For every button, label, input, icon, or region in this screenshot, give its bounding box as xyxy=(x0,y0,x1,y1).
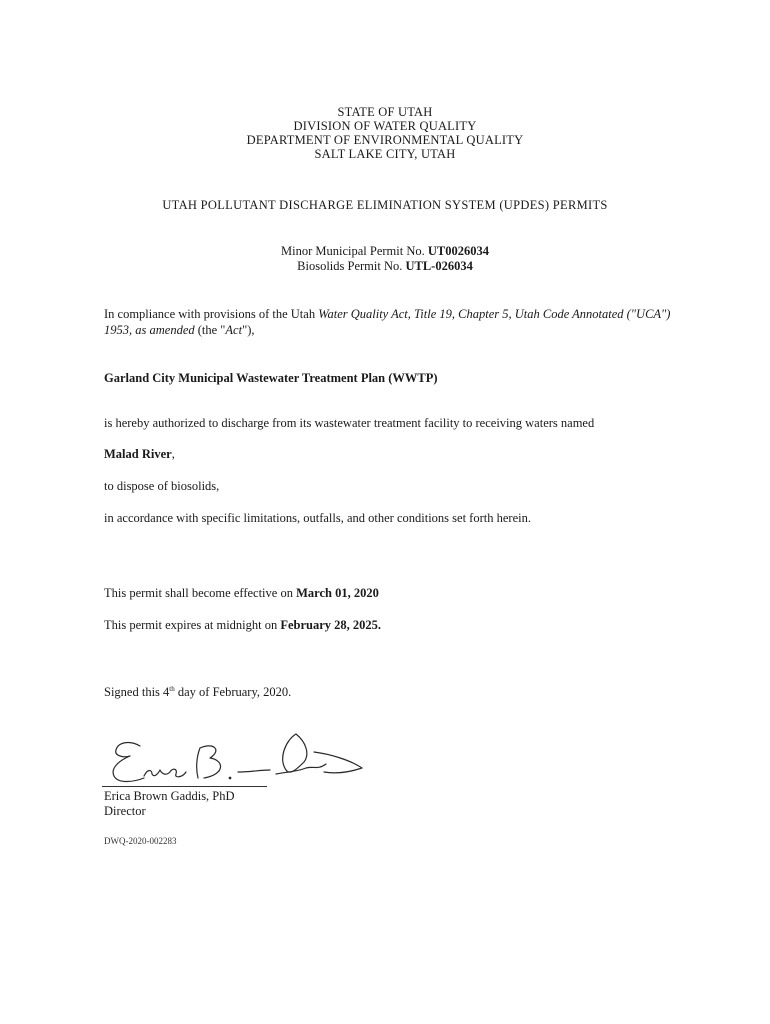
biosolids-line: to dispose of biosolids, xyxy=(104,479,220,493)
biosolids-permit-label: Biosolids Permit No. xyxy=(297,259,406,273)
receiving-water xyxy=(104,446,674,462)
receiving-water-name: Malad River xyxy=(104,447,172,461)
effective-date-line xyxy=(104,585,674,601)
header-line-state: STATE OF UTAH xyxy=(337,105,433,119)
header-line-city: SALT LAKE CITY, UTAH xyxy=(314,147,456,161)
effective-date: March 01, 2020 xyxy=(296,586,379,600)
accordance-line: in accordance with specific limitations, outfalls, and other conditions set forth herein. xyxy=(104,511,531,525)
biosolids-permit xyxy=(0,259,770,274)
ordinal-suffix: th xyxy=(169,685,175,693)
minor-municipal-permit xyxy=(0,244,770,259)
header-line-division: DIVISION OF WATER QUALITY xyxy=(293,119,477,133)
document-id: DWQ-2020-002283 xyxy=(104,836,177,846)
biosolids-permit-number: UTL-026034 xyxy=(405,259,473,273)
effective-prefix: This permit shall become effective on xyxy=(104,586,297,600)
act-short-name: Act xyxy=(225,323,243,337)
signed-prefix: Signed this 4 xyxy=(104,685,170,700)
facility-name xyxy=(104,370,674,386)
signatory-block xyxy=(104,789,674,819)
signed-date-line xyxy=(104,681,674,700)
minor-permit-label: Minor Municipal Permit No. xyxy=(281,244,428,258)
expires-prefix: This permit expires at midnight on xyxy=(104,618,281,632)
compliance-middle: (the " xyxy=(194,323,226,337)
act-citation: Water Quality Act, Title 19, Chapter 5, Utah Code Annotated ("UCA") 1953, as amended xyxy=(104,307,671,337)
compliance-suffix: "), xyxy=(242,323,255,337)
signatory-name: Erica Brown Gaddis, PhD xyxy=(104,789,235,803)
signed-suffix: day of February, 2020. xyxy=(174,685,292,700)
signature-line xyxy=(102,786,267,787)
facility-name-text: Garland City Municipal Wastewater Treatment Plan (WWTP) xyxy=(104,371,438,385)
compliance-statement xyxy=(104,306,674,338)
agency-header xyxy=(0,105,770,161)
minor-permit-number: UT0026034 xyxy=(427,244,489,258)
expiration-date-line xyxy=(104,617,674,633)
receiving-water-suffix: , xyxy=(171,447,175,461)
header-line-department: DEPARTMENT OF ENVIRONMENTAL QUALITY xyxy=(246,133,524,147)
system-title: UTAH POLLUTANT DISCHARGE ELIMINATION SYSTEM (UPDES) PERMITS xyxy=(162,198,608,212)
expiration-date: February 28, 2025. xyxy=(280,618,382,632)
authorization-text: is hereby authorized to discharge from its wastewater treatment facility to receiving waters named xyxy=(104,416,595,430)
compliance-prefix: In compliance with provisions of the Utah xyxy=(104,307,319,321)
signature-icon xyxy=(100,728,370,790)
signatory-title: Director xyxy=(104,804,146,818)
permit-numbers xyxy=(0,244,770,274)
